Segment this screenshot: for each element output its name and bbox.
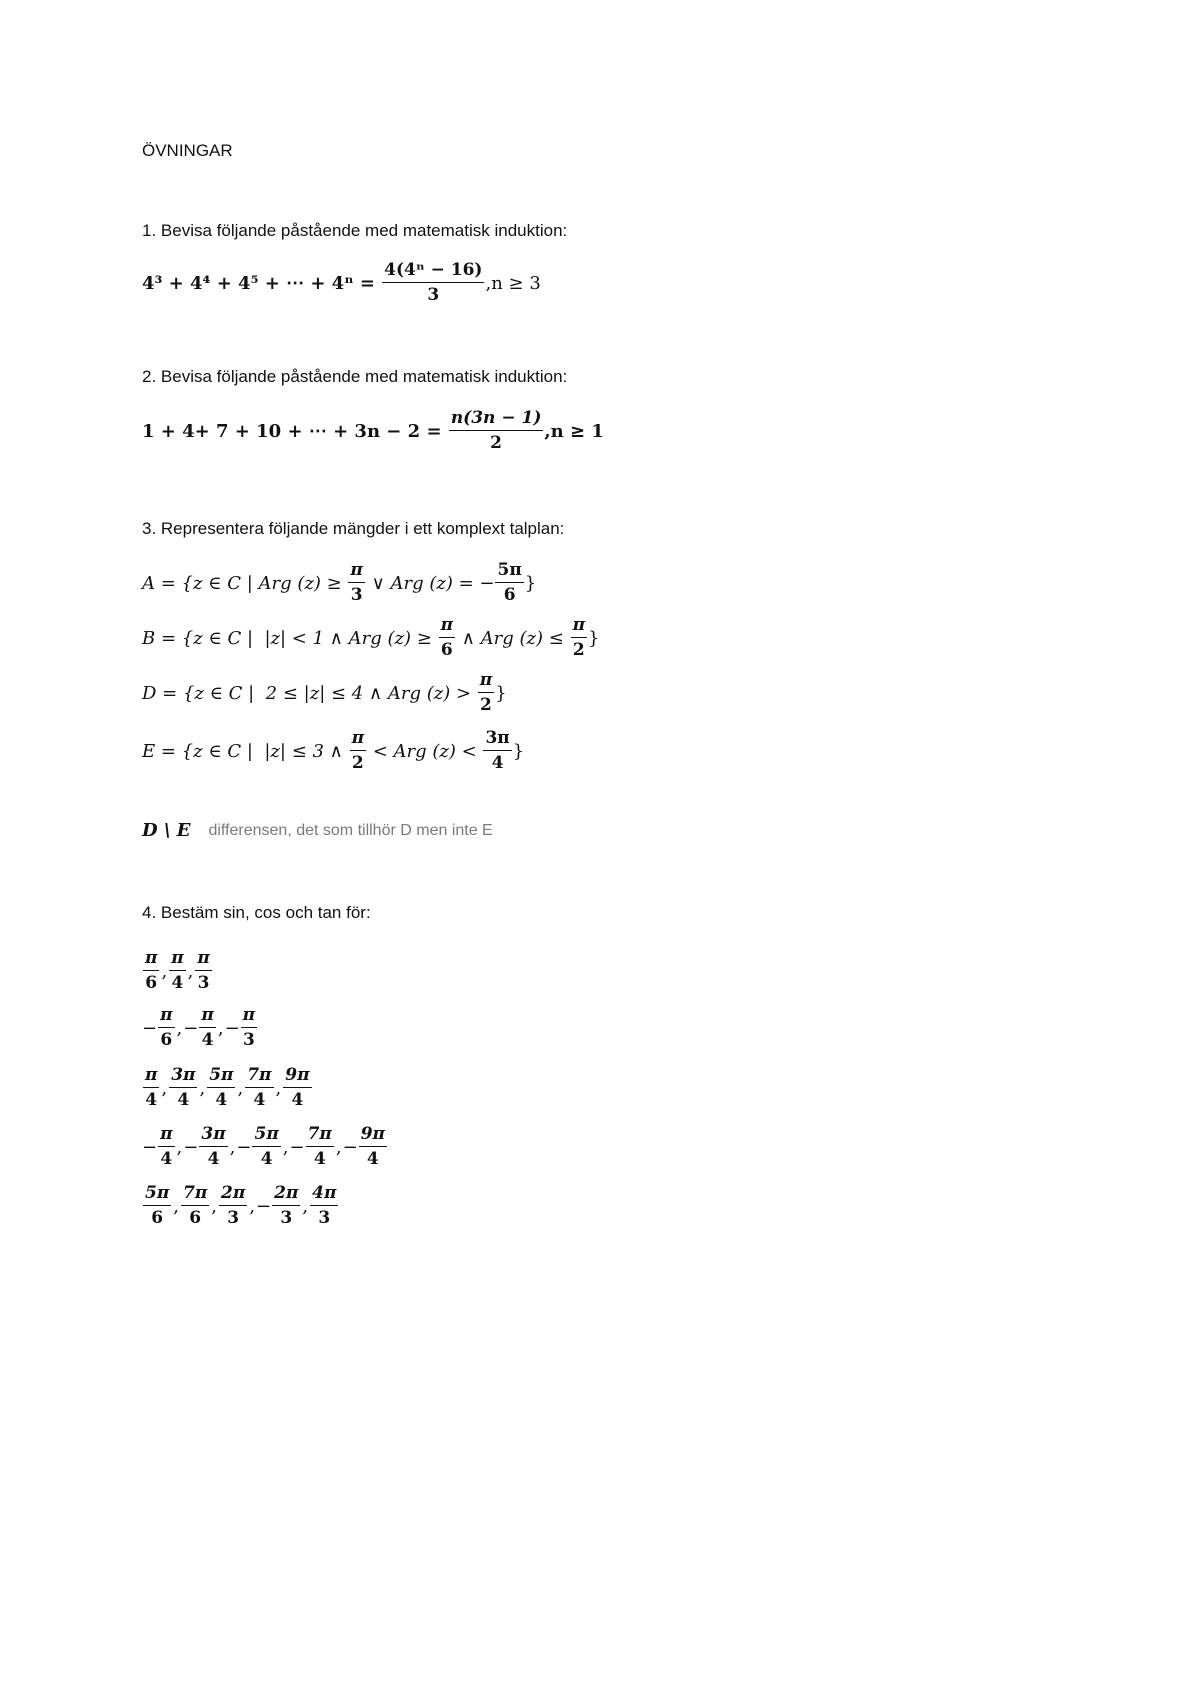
fraction-denominator: 4	[201, 1030, 214, 1050]
set-text: }	[512, 740, 525, 762]
fraction-numerator: 7π	[245, 1067, 273, 1088]
angle-fraction	[181, 1185, 209, 1227]
fraction-numerator: 5π	[143, 1185, 171, 1206]
minus-sign: −	[289, 1136, 305, 1158]
equation-condition: ,n ≥ 1	[544, 420, 604, 442]
fraction-denominator: 4	[207, 1149, 220, 1169]
angle-row	[142, 1126, 388, 1168]
angle-row	[142, 1007, 258, 1049]
angle-fraction	[207, 1067, 235, 1109]
fraction-denominator: 3	[427, 285, 440, 305]
angle-row	[142, 1067, 313, 1109]
fraction-numerator: 2π	[219, 1185, 247, 1206]
fraction-denominator: 2	[480, 695, 492, 715]
comma-separator: ,	[237, 1077, 244, 1099]
fraction-numerator: π	[169, 950, 185, 971]
fraction-numerator: π	[439, 617, 455, 638]
set-text: }	[588, 627, 600, 649]
set-text: }	[495, 682, 507, 704]
fraction-numerator: 5π	[252, 1126, 280, 1147]
fraction-numerator: 3π	[483, 730, 511, 751]
angle-row	[142, 950, 213, 992]
fraction	[483, 730, 511, 772]
fraction-denominator: 6	[440, 640, 453, 660]
set-text: ∧ Arg (z) ≤	[456, 627, 570, 649]
exercise-3-heading: 3. Representera följande mängder i ett komplext talplan:	[142, 519, 565, 538]
fraction-numerator: π	[348, 562, 364, 583]
fraction-numerator: π	[199, 1007, 215, 1028]
set-text: B = {z ∈ C | |z| < 1 ∧ Arg (z) ≥	[142, 627, 438, 649]
fraction-denominator: 6	[503, 585, 516, 605]
comma-separator: ,	[249, 1195, 256, 1217]
angle-fraction	[219, 1185, 247, 1227]
fraction-denominator: 3	[197, 973, 210, 993]
angle-fraction	[199, 1007, 215, 1049]
comma-separator: ,	[302, 1195, 309, 1217]
comma-separator: ,	[275, 1077, 282, 1099]
comma-separator: ,	[173, 1195, 180, 1217]
set-text: E = {z ∈ C | |z| ≤ 3 ∧	[142, 740, 349, 762]
angle-fraction	[252, 1126, 280, 1168]
angle-row	[142, 1185, 339, 1227]
minus-sign: −	[183, 1136, 199, 1158]
fraction-denominator: 4	[215, 1090, 228, 1110]
minus-sign: −	[342, 1136, 358, 1158]
fraction-denominator: 4	[177, 1090, 190, 1110]
minus-sign: −	[142, 1136, 158, 1158]
set-text: D = {z ∈ C | 2 ≤ |z| ≤ 4 ∧ Arg (z) >	[142, 682, 477, 704]
exercise-4-heading: 4. Bestäm sin, cos och tan för:	[142, 903, 371, 922]
fraction-denominator: 6	[189, 1208, 202, 1228]
fraction-denominator: 6	[145, 973, 158, 993]
exercise-2-heading: 2. Bevisa följande påstående med matematisk induktion:	[142, 367, 568, 386]
fraction-numerator: 5π	[495, 562, 523, 583]
comma-separator: ,	[187, 960, 194, 982]
set-text: ∨ Arg (z) = −	[365, 572, 495, 594]
angle-fraction	[245, 1067, 273, 1109]
fraction-numerator: n(3n − 1)	[449, 410, 544, 431]
angle-fraction	[158, 1007, 174, 1049]
set-d-definition	[142, 672, 507, 714]
fraction	[571, 617, 587, 659]
set-e-definition	[142, 730, 524, 772]
fraction-denominator: 2	[490, 433, 502, 453]
equation-condition: ,n ≥ 3	[485, 272, 541, 294]
comma-separator: ,	[161, 1077, 168, 1099]
angle-fraction	[199, 1126, 227, 1168]
page-title: ÖVNINGAR	[142, 141, 233, 160]
angle-fraction	[283, 1067, 311, 1109]
fraction	[382, 262, 484, 304]
angle-fraction	[310, 1185, 338, 1227]
fraction	[439, 617, 455, 659]
angle-fraction	[143, 1067, 159, 1109]
fraction-numerator: 9π	[283, 1067, 311, 1088]
fraction-denominator: 4	[171, 973, 184, 993]
comma-separator: ,	[176, 1017, 183, 1039]
angle-fraction	[158, 1126, 174, 1168]
fraction-denominator: 3	[350, 585, 363, 605]
set-text: }	[524, 572, 537, 594]
set-difference-note: differensen, det som tillhör D men inte E	[208, 821, 493, 839]
exercise-2-equation	[142, 410, 604, 452]
fraction-denominator: 4	[291, 1090, 304, 1110]
minus-sign: −	[142, 1017, 158, 1039]
minus-sign: −	[224, 1017, 240, 1039]
comma-separator: ,	[161, 960, 168, 982]
fraction	[350, 730, 366, 772]
fraction-numerator: π	[158, 1126, 174, 1147]
minus-sign: −	[256, 1195, 272, 1217]
fraction-numerator: 3π	[169, 1067, 197, 1088]
fraction-denominator: 4	[260, 1149, 273, 1169]
angle-fraction	[143, 1185, 171, 1227]
fraction-numerator: 3π	[199, 1126, 227, 1147]
fraction-numerator: 4π	[310, 1185, 338, 1206]
comma-separator: ,	[217, 1017, 224, 1039]
fraction-numerator: 2π	[272, 1185, 300, 1206]
fraction-denominator: 4	[145, 1090, 158, 1110]
comma-separator: ,	[211, 1195, 218, 1217]
fraction-numerator: π	[241, 1007, 257, 1028]
set-difference-expression: D \ E	[142, 820, 191, 841]
set-text: A = {z ∈ C | Arg (z) ≥	[142, 572, 348, 594]
angle-fraction	[241, 1007, 257, 1049]
angle-fraction	[169, 1067, 197, 1109]
comma-separator: ,	[229, 1136, 236, 1158]
fraction-numerator: 7π	[181, 1185, 209, 1206]
fraction-denominator: 6	[151, 1208, 164, 1228]
fraction-numerator: 7π	[306, 1126, 334, 1147]
set-text: < Arg (z) <	[367, 740, 483, 762]
angle-fraction	[359, 1126, 387, 1168]
equation-lhs: 1 + 4+ 7 + 10 + ⋯ + 3n − 2 =	[142, 420, 448, 442]
angle-fraction	[195, 950, 211, 992]
fraction-denominator: 4	[366, 1149, 379, 1169]
equation-lhs: 4³ + 4⁴ + 4⁵ + ⋯ + 4ⁿ =	[142, 272, 382, 294]
comma-separator: ,	[199, 1077, 206, 1099]
minus-sign: −	[183, 1017, 199, 1039]
fraction	[449, 410, 544, 452]
fraction-denominator: 2	[351, 753, 364, 773]
fraction	[478, 672, 494, 714]
minus-sign: −	[236, 1136, 252, 1158]
fraction-denominator: 2	[572, 640, 585, 660]
exercise-1-equation	[142, 262, 541, 304]
fraction-denominator: 6	[160, 1030, 173, 1050]
fraction-numerator: 5π	[207, 1067, 235, 1088]
angle-fraction	[169, 950, 185, 992]
fraction-numerator: π	[143, 1067, 159, 1088]
fraction-denominator: 4	[253, 1090, 266, 1110]
fraction-denominator: 4	[313, 1149, 326, 1169]
angle-fraction	[272, 1185, 300, 1227]
fraction-numerator: π	[158, 1007, 174, 1028]
fraction-denominator: 4	[160, 1149, 173, 1169]
exercise-1-heading: 1. Bevisa följande påstående med matematisk induktion:	[142, 221, 568, 240]
comma-separator: ,	[335, 1136, 342, 1158]
fraction-denominator: 3	[280, 1208, 293, 1228]
fraction-numerator: 9π	[359, 1126, 387, 1147]
fraction-numerator: π	[350, 730, 366, 751]
comma-separator: ,	[176, 1136, 183, 1158]
angle-fraction	[306, 1126, 334, 1168]
fraction-numerator: π	[571, 617, 587, 638]
fraction-numerator: π	[478, 672, 494, 693]
set-a-definition	[142, 562, 536, 604]
fraction-denominator: 4	[491, 753, 504, 773]
fraction-numerator: π	[195, 950, 211, 971]
fraction-denominator: 3	[318, 1208, 331, 1228]
set-difference-line	[142, 820, 493, 841]
set-b-definition	[142, 617, 599, 659]
fraction-numerator: π	[143, 950, 159, 971]
comma-separator: ,	[282, 1136, 289, 1158]
fraction-denominator: 3	[227, 1208, 240, 1228]
angle-fraction	[143, 950, 159, 992]
fraction	[495, 562, 523, 604]
fraction	[348, 562, 364, 604]
fraction-denominator: 3	[242, 1030, 255, 1050]
fraction-numerator: 4(4ⁿ − 16)	[382, 262, 484, 283]
